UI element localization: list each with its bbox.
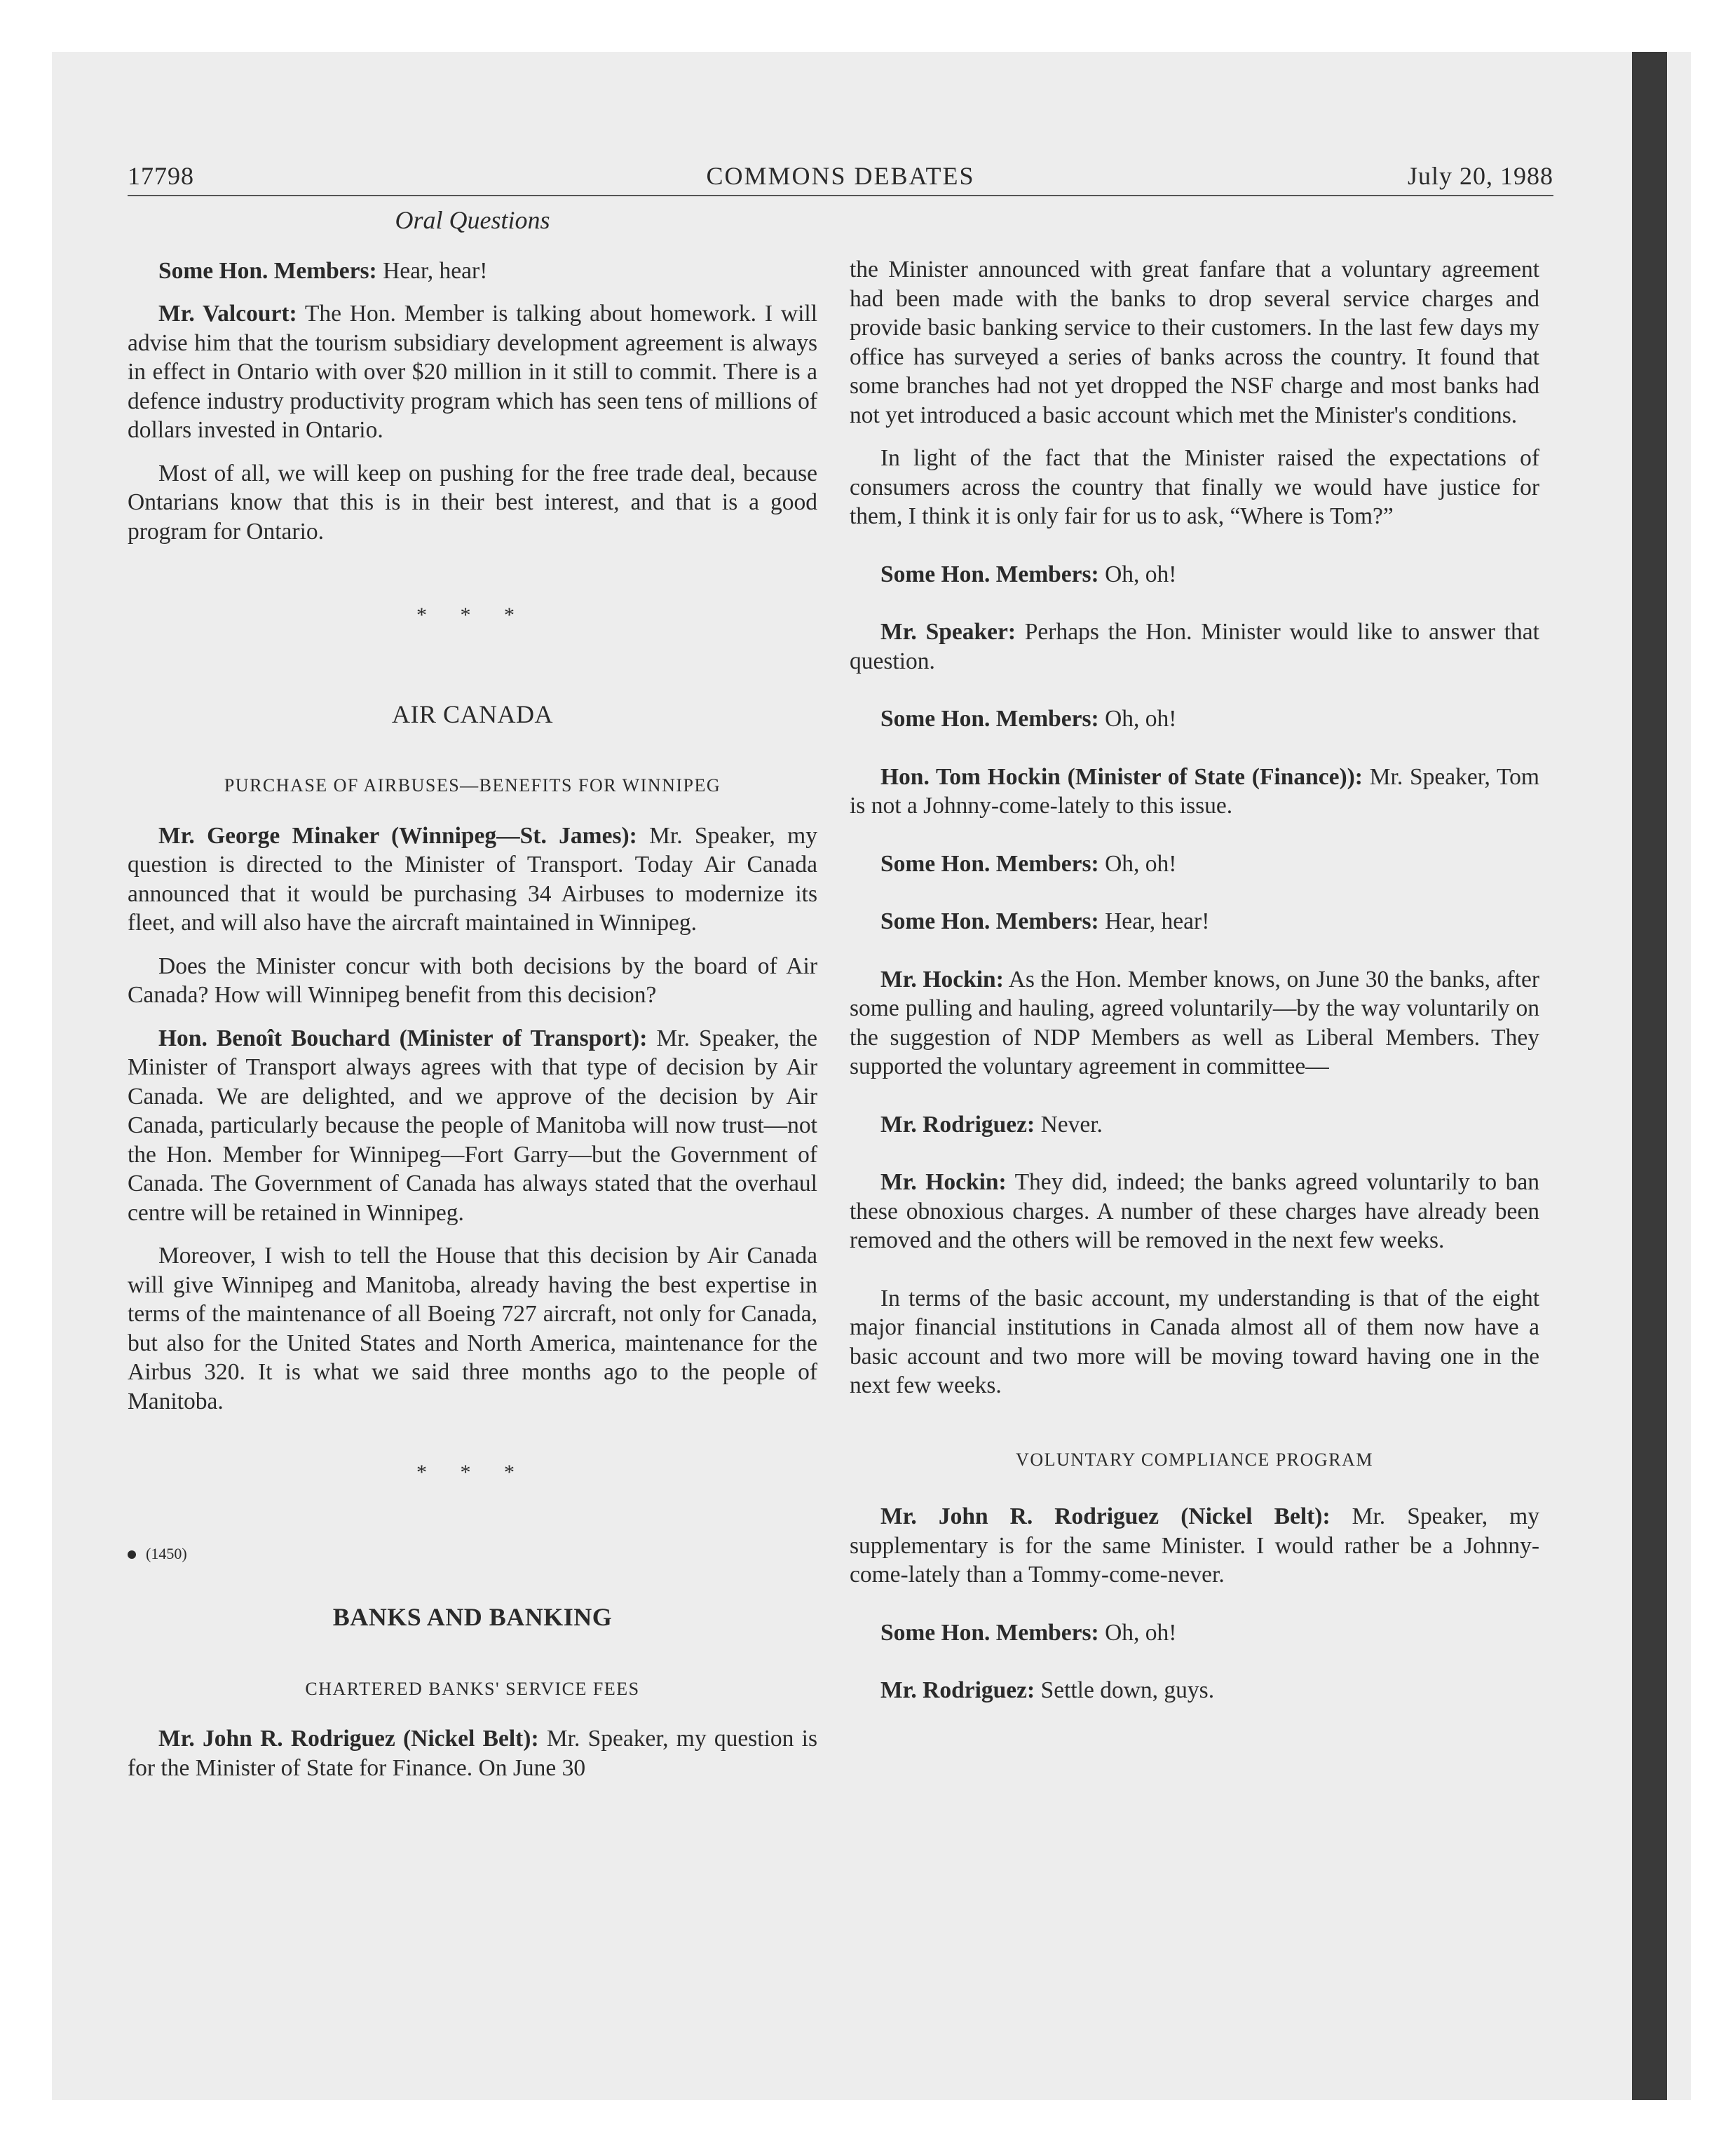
paragraph	[850, 1110, 1539, 1140]
speech-text: Hear, hear!	[376, 257, 488, 284]
speech-text: They did, indeed; the banks agreed voluntarily to ban these obnoxious charges. A number of these charges have already been removed and the others will be removed in the next few weeks.	[850, 1169, 1539, 1253]
speaker-name: Mr. Rodriguez:	[880, 1677, 1035, 1703]
speech-text: Oh, oh!	[1098, 850, 1177, 877]
speech-text: Never.	[1035, 1111, 1103, 1138]
speaker-name: Some Hon. Members:	[880, 1619, 1099, 1646]
bullet-icon	[128, 1550, 136, 1559]
speaker-name: Mr. John R. Rodriguez (Nickel Belt):	[880, 1503, 1331, 1529]
topic-subheading: CHARTERED BANKS' SERVICE FEES	[305, 1678, 640, 1699]
topic-subheading: PURCHASE OF AIRBUSES—BENEFITS FOR WINNIPEG	[224, 775, 721, 796]
paragraph	[850, 618, 1539, 676]
paragraph	[128, 459, 817, 547]
speaker-name: Mr. Hockin:	[880, 966, 1004, 992]
paragraph	[850, 1168, 1539, 1255]
paragraph	[850, 444, 1539, 531]
paragraph	[850, 1618, 1539, 1648]
section-separator: * * *	[416, 1461, 529, 1484]
speaker-name: Mr. Rodriguez:	[880, 1111, 1035, 1138]
speech-text: Mr. Speaker, the Minister of Transport always agrees with that type of decision by Air Canada. We are delighted, and we approve of the decision by Air Canada, particularly because the people of Manitoba will now trust—not the Hon. Member for Winnipeg—Fort Garry—but the Government of Canada. The Government of Canada has always stated that the overhaul centre will be retained in Winnipeg.	[128, 1025, 818, 1226]
right-column	[850, 255, 1539, 1719]
paragraph	[850, 907, 1539, 936]
speaker-name: Mr. Hockin:	[880, 1169, 1007, 1195]
speech-text: Oh, oh!	[1098, 1619, 1177, 1646]
section-subhead: Oral Questions	[395, 206, 550, 234]
speech-text: In light of the fact that the Minister raised the expectations of consumers across the country that finally we would have justice for them, I think it is only fair for us to ask, “Where is Tom?”	[850, 445, 1539, 529]
paragraph	[850, 1676, 1539, 1705]
page-number: 17798	[128, 162, 194, 190]
paragraph	[850, 1284, 1539, 1400]
speech-text: Oh, oh!	[1098, 706, 1177, 732]
speech-text: Mr. Speaker, my question is directed to the Minister of Transport. Today Air Canada announced that it would be purchasing 34 Airbuses to modernize its fleet, and will also have the aircraft maintained in Winnipeg.	[128, 822, 817, 936]
speaker-name: Some Hon. Members:	[880, 908, 1099, 934]
paragraph	[850, 965, 1539, 1082]
speaker-name: Mr. Speaker:	[880, 619, 1016, 645]
paragraph	[128, 1241, 817, 1416]
paragraph	[850, 255, 1539, 430]
paragraph	[128, 299, 817, 445]
time-marker	[128, 1539, 817, 1569]
speaker-name: Some Hon. Members:	[880, 706, 1099, 732]
speech-text: Mr. Speaker, my question is for the Minister of State for Finance. On June 30	[128, 1726, 817, 1781]
speech-text: Does the Minister concur with both decisions by the board of Air Canada? How will Winnipeg benefit from this decision?	[128, 953, 817, 1008]
speech-text: As the Hon. Member knows, on June 30 the banks, after some pulling and hauling, agreed voluntarily—by the way voluntarily on the suggestion of NDP Members as well as Liberal Members. They supported the voluntary agreement in committee—	[850, 966, 1540, 1079]
speaker-name: Mr. Valcourt:	[158, 301, 297, 327]
paragraph	[850, 850, 1539, 879]
speech-text: Most of all, we will keep on pushing for the free trade deal, because Ontarians know that this is in their best interest, and that is a good program for Ontario.	[128, 460, 817, 545]
paragraph	[850, 560, 1539, 589]
speech-text: the Minister announced with great fanfare that a voluntary agreement had been made with the banks to drop several service charges and provide basic banking service to their customers. In the last few days my office has surveyed a series of banks across the country. It found that some branches had not yet dropped the NSF charge and most banks had not yet introduced a basic account which met the Minister's conditions.	[850, 257, 1539, 428]
scan-edge-shadow	[1632, 52, 1667, 2100]
paragraph	[850, 763, 1539, 821]
paragraph	[128, 257, 817, 286]
speech-text: Mr. Speaker, Tom is not a Johnny-come-lately to this issue.	[850, 763, 1539, 819]
paragraph	[850, 1502, 1539, 1590]
speaker-name: Mr. John R. Rodriguez (Nickel Belt):	[158, 1726, 539, 1752]
time-marker-text: (1450)	[146, 1544, 187, 1562]
paragraph	[128, 1724, 817, 1782]
speaker-name: Some Hon. Members:	[880, 850, 1099, 877]
page-header	[128, 156, 1553, 196]
speech-text: Mr. Speaker, my supplementary is for the same Minister. I would rather be a Johnny-come-lately than a Tommy-come-never.	[850, 1503, 1539, 1588]
publication-title: COMMONS DEBATES	[706, 162, 975, 190]
publication-date: July 20, 1988	[1407, 162, 1553, 190]
paragraph	[128, 821, 817, 938]
left-column	[128, 203, 817, 1796]
speaker-name: Hon. Benoît Bouchard (Minister of Transport):	[158, 1025, 648, 1051]
speaker-name: Mr. George Minaker (Winnipeg—St. James):	[158, 822, 637, 849]
section-heading: BANKS AND BANKING	[332, 1603, 613, 1631]
paragraph	[128, 952, 817, 1010]
paragraph	[128, 1024, 817, 1228]
speech-text: Hear, hear!	[1098, 908, 1210, 934]
speaker-name: Some Hon. Members:	[880, 561, 1099, 587]
speech-text: Settle down, guys.	[1035, 1677, 1215, 1703]
speaker-name: Some Hon. Members:	[158, 257, 377, 284]
speech-text: In terms of the basic account, my understanding is that of the eight major financial institutions in Canada almost all of them now have a basic account and two more will be moving toward having one in the next few weeks.	[850, 1285, 1539, 1398]
speech-text: Moreover, I wish to tell the House that this decision by Air Canada will give Winnipeg and Manitoba, already having the best expertise in terms of the maintenance of all Boeing 727 aircraft, not only for Canada, but also for the United States and North America, maintenance for the Airbus 320. It is what we said three months ago to the people of Manitoba.	[128, 1243, 817, 1414]
speaker-name: Hon. Tom Hockin (Minister of State (Finance)):	[880, 763, 1363, 790]
section-heading: AIR CANADA	[392, 700, 553, 728]
speech-text: Oh, oh!	[1098, 561, 1177, 587]
speech-text: The Hon. Member is talking about homework. I will advise him that the tourism subsidiary development agreement is always in effect in Ontario with over $20 million in it still to commit. There is a defence industry productivity program which has seen tens of millions of dollars invested in Ontario.	[128, 301, 817, 443]
section-separator: * * *	[416, 603, 529, 627]
topic-subheading: VOLUNTARY COMPLIANCE PROGRAM	[1016, 1449, 1373, 1470]
speech-text: Perhaps the Hon. Minister would like to answer that question.	[850, 619, 1539, 674]
paragraph	[850, 704, 1539, 734]
